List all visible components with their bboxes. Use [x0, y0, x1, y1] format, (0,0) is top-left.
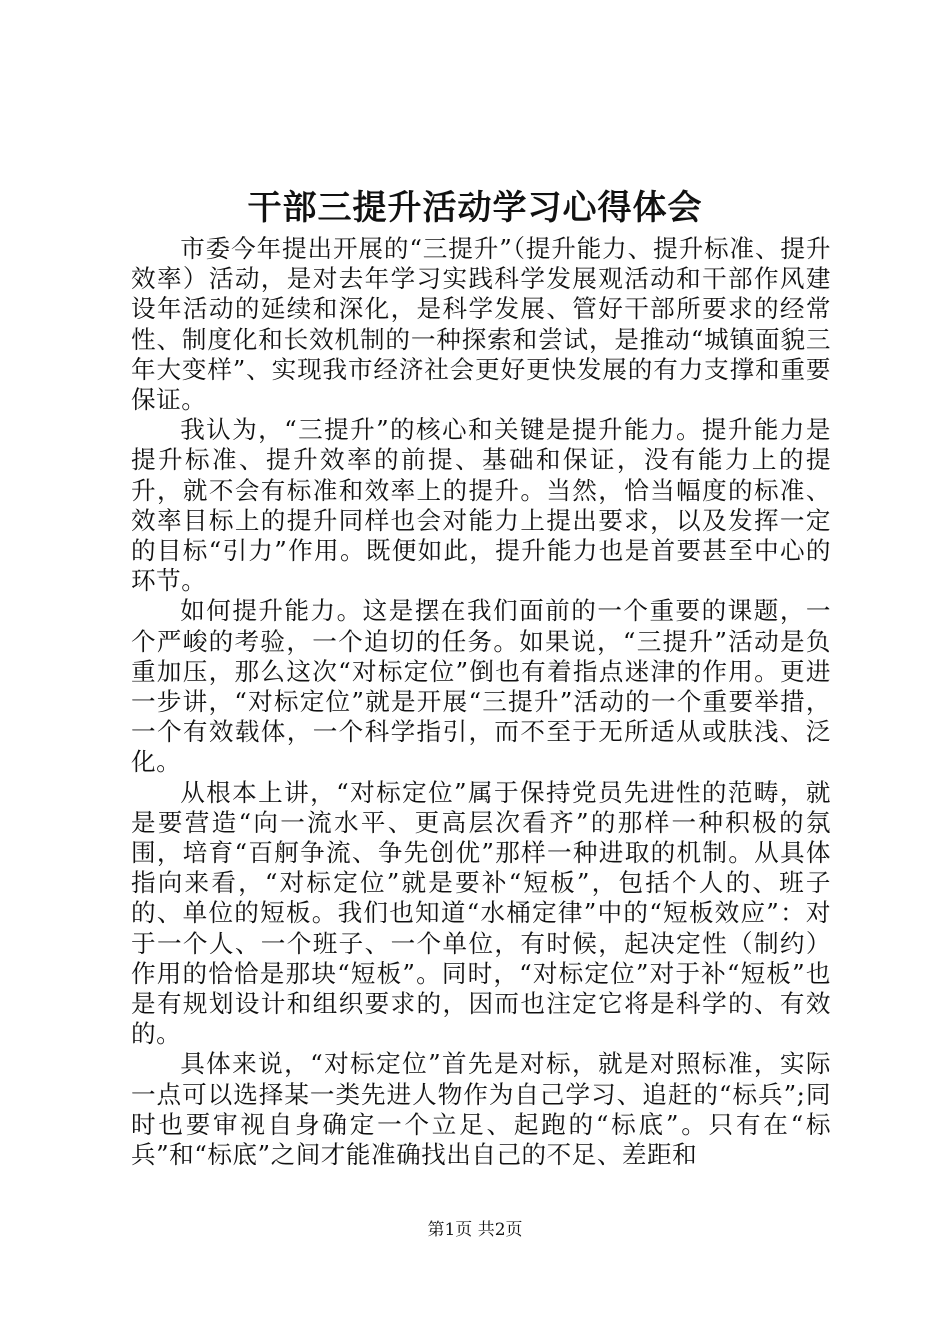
paragraph: 如何提升能力。这是摆在我们面前的一个重要的课题，一个严峻的考验，一个迫切的任务。如果说，“三提升”活动是负重加压，那么这次“对标定位”倒也有着指点迷津的作用。更进一步讲，“对标定位”就是开展“三提升”活动的一个重要举措，一个有效载体，一个科学指引，而不至于无所适从或肤浅、泛化。 — [131, 596, 831, 777]
paragraph: 从根本上讲，“对标定位”属于保持党员先进性的范畴，就是要营造“向一流水平、更高层次看齐”的那样一种积极的氛围，培育“百舸争流、争先创优”那样一种进取的机制。从具体指向来看，“对标定位”就是要补“短板”，包括个人的、班子的、单位的短板。我们也知道“水桶定律”中的“短板效应”：对于一个人、一个班子、一个单位，有时候，起决定性（制约）作用的恰恰是那块“短板”。同时，“对标定位”对于补“短板”也是有规划设计和组织要求的，因而也注定它将是科学的、有效的。 — [131, 777, 831, 1049]
paragraph: 具体来说，“对标定位”首先是对标，就是对照标准，实际一点可以选择某一类先进人物作为自己学习、追赶的“标兵”;同时也要审视自身确定一个立足、起跑的“标底”。只有在“标兵”和“标底”之间才能准确找出自己的不足、差距和 — [131, 1049, 831, 1170]
page-number-footer: 第1页 共2页 — [427, 1220, 523, 1240]
document-body — [131, 234, 831, 1170]
document-title: 干部三提升活动学习心得体会 — [247, 188, 703, 228]
paragraph: 市委今年提出开展的“三提升”（提升能力、提升标准、提升效率）活动，是对去年学习实践科学发展观活动和干部作风建设年活动的延续和深化，是科学发展、管好干部所要求的经常性、制度化和长效机制的一种探索和尝试，是推动“城镇面貌三年大变样”、实现我市经济社会更好更快发展的有力支撑和重要保证。 — [131, 234, 831, 415]
paragraph: 我认为，“三提升”的核心和关键是提升能力。提升能力是提升标准、提升效率的前提、基础和保证，没有能力上的提升，就不会有标准和效率上的提升。当然，恰当幅度的标准、效率目标上的提升同样也会对能力上提出要求，以及发挥一定的目标“引力”作用。既便如此，提升能力也是首要甚至中心的环节。 — [131, 415, 831, 596]
